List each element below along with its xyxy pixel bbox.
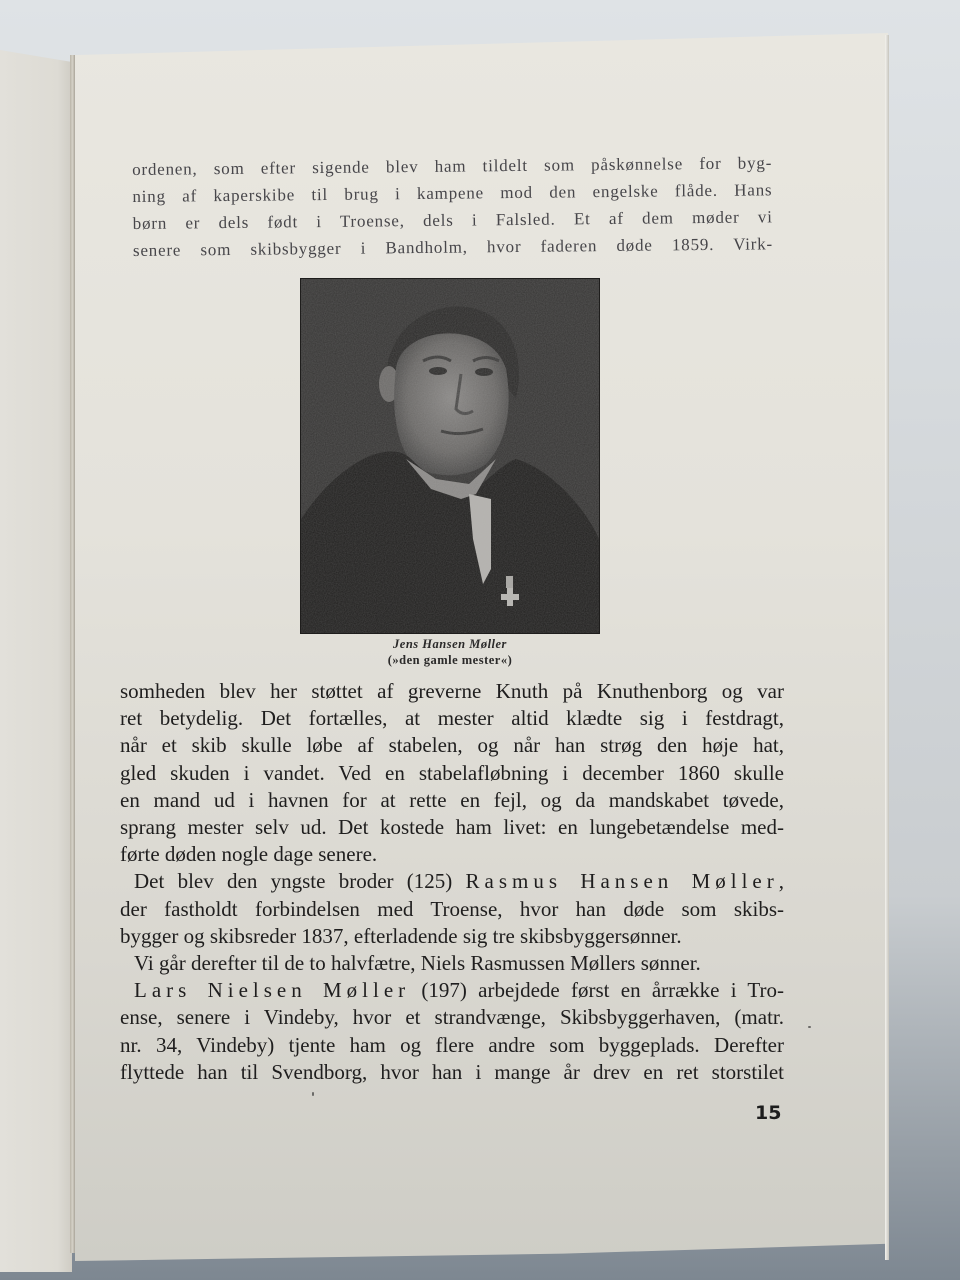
text-line: sprang mester selv ud. Det kostede ham livet: en lungebetændelse med- [120,815,784,840]
paper-speck [808,1026,811,1028]
text-line [120,977,784,1004]
person-name: Lars Nielsen Møller [134,978,411,1003]
text-line: ret betydelig. Det fortælles, at mester altid klædte sig i festdragt, [120,706,784,731]
text-line: flyttede han til Svendborg, hvor han i mange år drev en ret storstilet [120,1059,784,1084]
text-line: ense, senere i Vindeby, hvor et strandvænge, Skibsbyggerhaven, (matr. [120,1005,784,1030]
figure-caption [300,636,600,668]
text-line: somheden blev her støttet af greverne Knuth på Knuthenborg og var [120,679,784,703]
book-spine [70,55,75,1253]
text-line: børn er dels født i Troense, dels i Falsled. Et af dem møder vi [132,207,773,233]
text-line: førte døden nogle dage senere. [120,842,378,867]
text-line: gled skuden i vandet. Ved en stabelafløbning i december 1860 skulle [120,760,784,785]
text-line: ordenen, som efter sigende blev ham tildelt som påskønnelse for byg- [132,153,773,179]
body-text [120,678,784,1086]
text-line: en mand ud i havnen for at rette en fejl, og da mandskabet tøvede, [120,787,784,812]
text-line: der fastholdt forbindelsen med Troense, hvor han døde som skibs- [120,896,784,921]
text-line [120,868,784,895]
text-line: Vi går derefter til de to halvfætre, Niels Rasmussen Møllers sønner. [134,951,701,976]
person-name: Rasmus Hansen Møller [465,869,779,894]
portrait-image [300,278,600,634]
text-span: Det blev den yngste broder (125) [134,869,466,894]
page-edge [885,35,889,1260]
text-line: nr. 34, Vindeby) tjente ham og flere andre som byggeplads. Derefter [120,1032,784,1057]
paper-speck [312,1092,314,1096]
top-paragraph [132,149,773,264]
caption-nickname: (»den gamle mester«) [387,653,513,667]
left-page [0,40,72,1272]
portrait-illustration [301,279,599,633]
text-span: , [778,869,784,894]
text-line: bygger og skibsreder 1837, efterladende sig tre skibsbyggersønner. [120,923,682,948]
caption-name: Jens Hansen Møller [393,637,507,651]
text-line: senere som skibsbygger i Bandholm, hvor faderen døde 1859. Virk- [132,234,774,260]
text-line: ning af kaperskibe til brug i kampene mod den engelske flåde. Hans [132,180,773,206]
page-number: 15 [755,1102,782,1124]
text-span: (197) arbejdede først en årrække i Tro- [410,978,785,1003]
text-line: når et skib skulle løbe af stabelen, og når han strøg den høje hat, [120,733,784,758]
